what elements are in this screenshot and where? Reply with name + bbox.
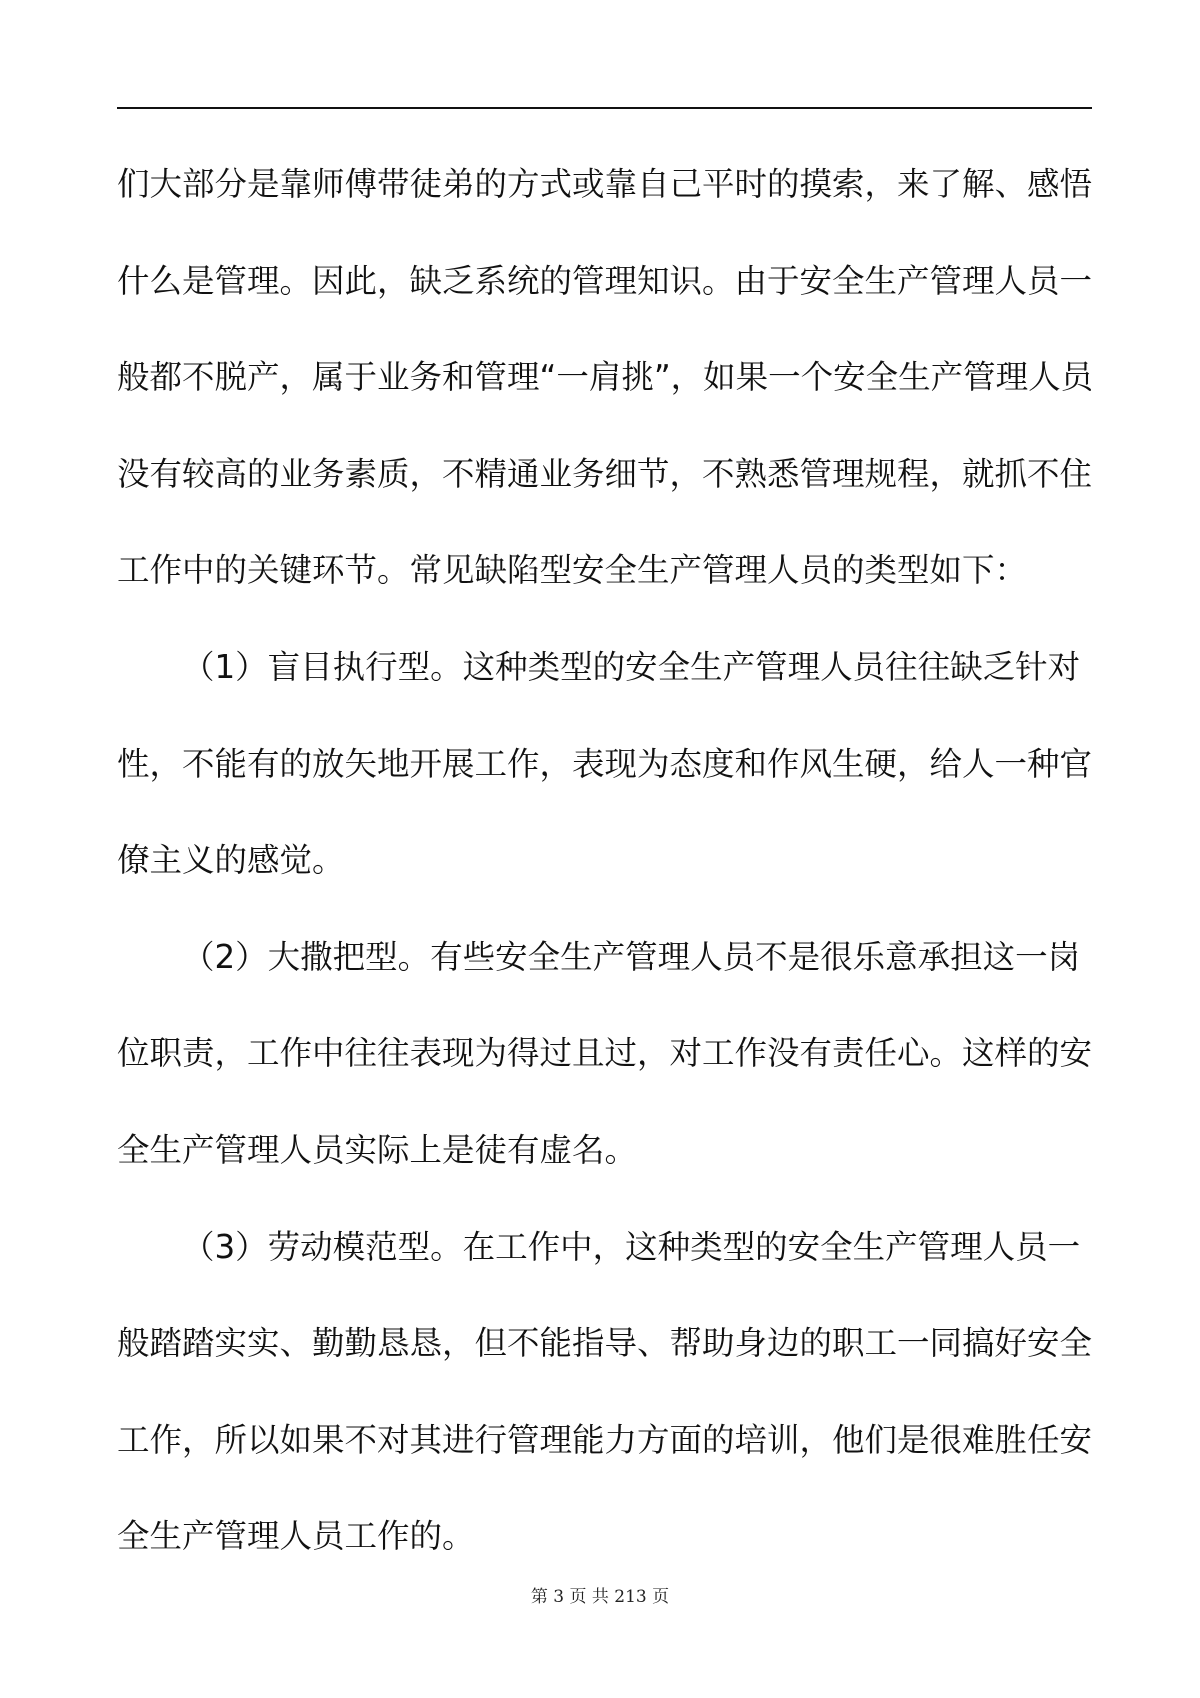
text-line: 什么是管理。因此，缺乏系统的管理知识。由于安全生产管理人员一 <box>117 261 1093 300</box>
text-line: 般踏踏实实、勤勤恳恳，但不能指导、帮助身边的职工一同搞好安全 <box>117 1324 1093 1363</box>
text-line: 僚主义的感觉。 <box>117 841 345 880</box>
text-line: 们大部分是靠师傅带徒弟的方式或靠自己平时的摸索，来了解、感悟 <box>117 165 1093 203</box>
text-line: 工作中的关键环节。常见缺陷型安全生产管理人员的类型如下： <box>117 551 1028 590</box>
text-line: 性，不能有的放矢地开展工作，表现为态度和作风生硬，给人一种官 <box>117 744 1093 783</box>
text-line: 没有较高的业务素质，不精通业务细节，不熟悉管理规程，就抓不住 <box>117 454 1093 493</box>
body-text <box>117 136 1092 1585</box>
text-line: （1）盲目执行型。这种类型的安全生产管理人员往往缺乏针对 <box>182 647 1081 686</box>
text-line: 般都不脱产，属于业务和管理“一肩挑”，如果一个安全生产管理人员 <box>117 358 1094 397</box>
text-line: 位职责，工作中往往表现为得过且过，对工作没有责任心。这样的安 <box>117 1034 1093 1073</box>
text-line: 工作，所以如果不对其进行管理能力方面的培训，他们是很难胜任安 <box>117 1420 1093 1459</box>
text-line: 全生产管理人员工作的。 <box>117 1517 475 1556</box>
page-footer: 第 3 页 共 213 页 <box>530 1587 670 1607</box>
text-line: 全生产管理人员实际上是徒有虚名。 <box>117 1130 638 1169</box>
header-rule <box>117 107 1092 109</box>
text-line: （3）劳动模范型。在工作中，这种类型的安全生产管理人员一 <box>182 1227 1081 1266</box>
text-line: （2）大撒把型。有些安全生产管理人员不是很乐意承担这一岗 <box>182 937 1081 976</box>
